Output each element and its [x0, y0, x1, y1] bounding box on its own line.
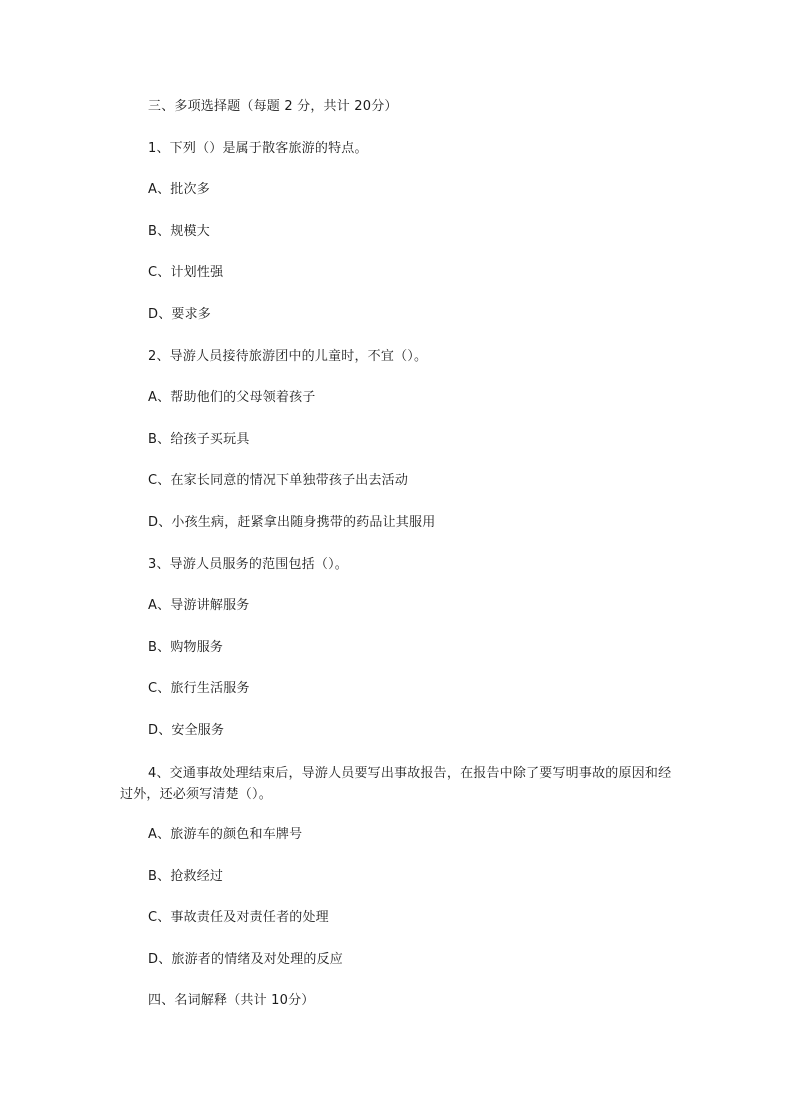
question-2-option-c: C、在家长同意的情况下单独带孩子出去活动 [148, 473, 409, 488]
question-1-option-d: D、要求多 [148, 307, 212, 322]
question-3-option-b: B、购物服务 [148, 640, 224, 655]
question-1-option-a: A、批次多 [148, 182, 210, 197]
section-3-title: 三、多项选择题（每题 2 分，共计 20分） [148, 99, 398, 114]
section-4-title: 四、名词解释（共计 10分） [148, 993, 315, 1008]
question-2-option-a: A、帮助他们的父母领着孩子 [148, 390, 316, 405]
question-4-option-a: A、旅游车的颜色和车牌号 [148, 827, 303, 842]
question-4-stem: 4、交通事故处理结束后，导游人员要写出事故报告，在报告中除了要写明事故的原因和经过外，还必须写清楚（）。 [120, 766, 672, 802]
question-3-option-c: C、旅行生活服务 [148, 681, 250, 696]
question-1-stem: 1、下列（）是属于散客旅游的特点。 [148, 141, 368, 156]
question-1-option-c: C、计划性强 [148, 265, 224, 280]
question-2-option-b: B、给孩子买玩具 [148, 432, 250, 447]
question-3-option-d: D、安全服务 [148, 723, 225, 738]
question-2-option-d: D、小孩生病，赶紧拿出随身携带的药品让其服用 [148, 515, 436, 530]
question-2-stem: 2、导游人员接待旅游团中的儿童时，不宜（）。 [148, 349, 428, 364]
question-3-option-a: A、导游讲解服务 [148, 598, 250, 613]
question-1-option-b: B、规模大 [148, 224, 210, 239]
question-3-stem: 3、导游人员服务的范围包括（）。 [148, 557, 348, 572]
question-4-option-b: B、抢救经过 [148, 869, 224, 884]
question-4-option-d: D、旅游者的情绪及对处理的反应 [148, 952, 344, 967]
question-4-option-c: C、事故责任及对责任者的处理 [148, 910, 329, 925]
